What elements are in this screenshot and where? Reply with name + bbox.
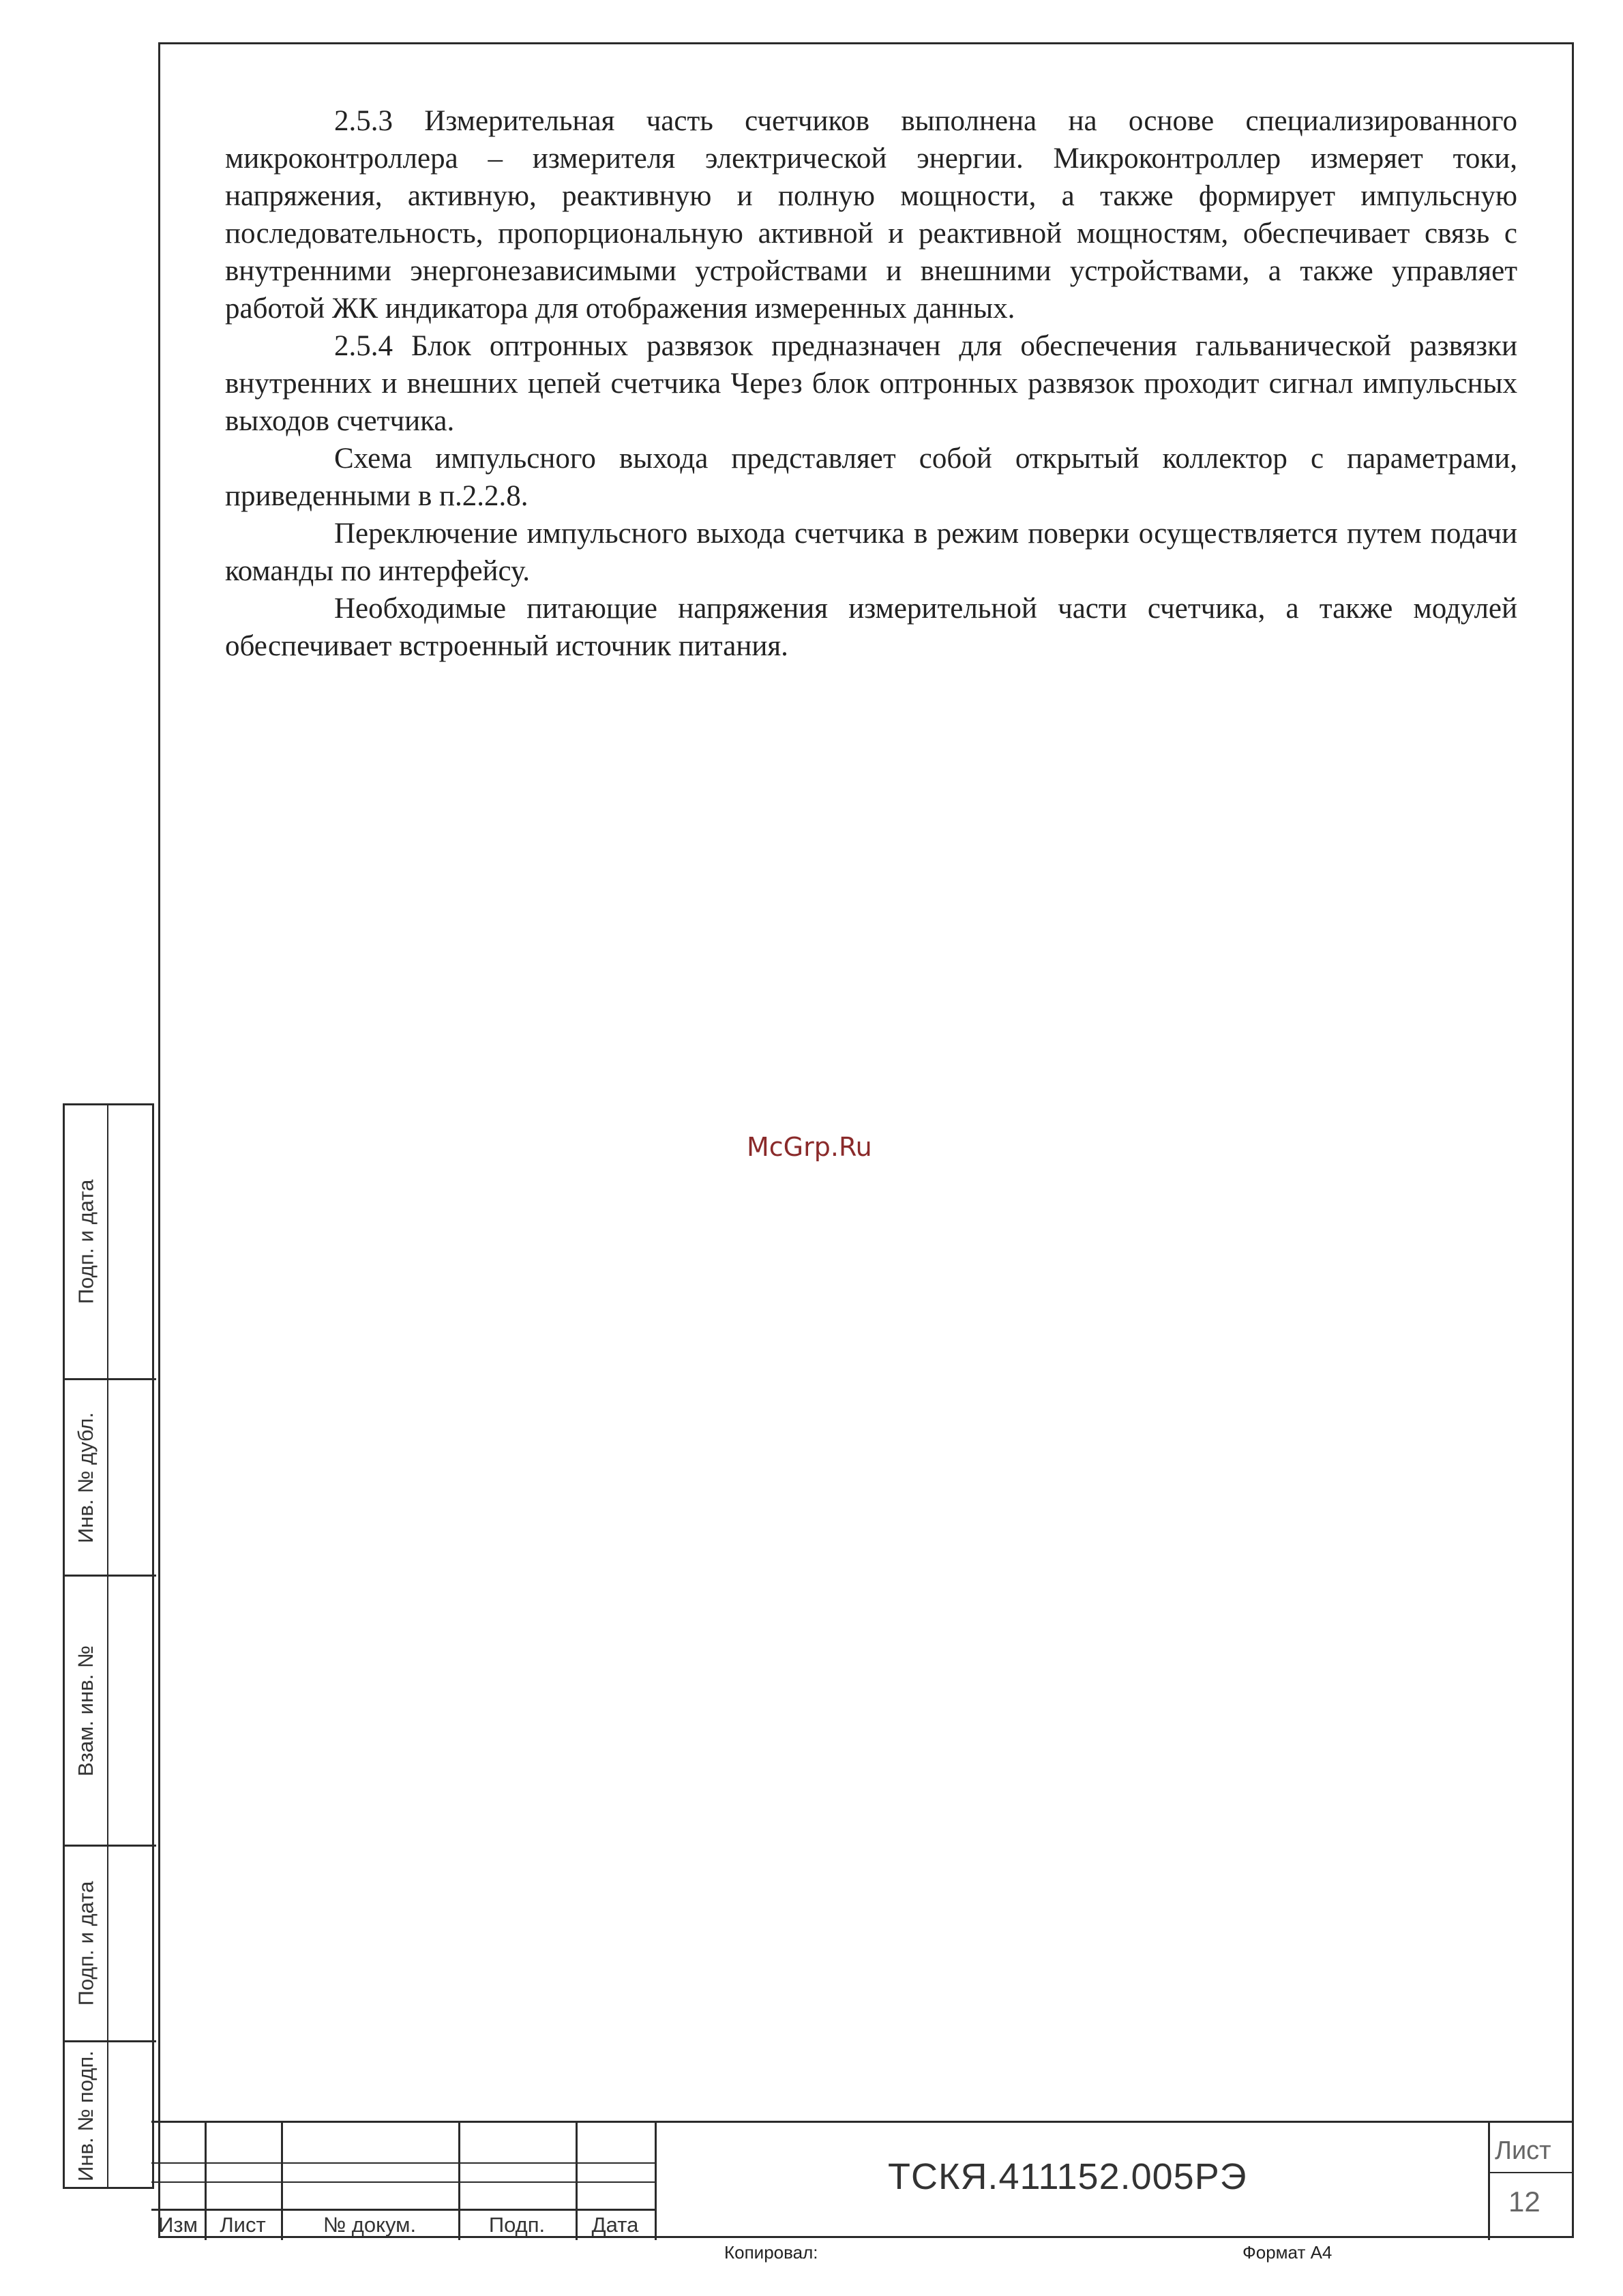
title-block-line: [1488, 2172, 1574, 2173]
column-header-sheet: Лист: [220, 2213, 266, 2237]
paragraph-2-5-3: 2.5.3 Измерительная часть счетчиков выполнена на основе специализированного микроконтроллера – измерителя электрической энергии. Микроконтроллер измеряет токи, напряжения, активную, реактивную и полную мощности, а также формирует импульсную последовательность, пропорциональную активной и реактивной мощностям, обеспечивает связь с внутренними энергонезависимыми устройствами и внешними устройствами, а также управляет работой ЖК индикатора для отображения измеренных данных.: [225, 105, 1517, 325]
footer-copied: Копировал:: [724, 2242, 818, 2263]
title-block-line: [151, 2162, 655, 2164]
footer-format: Формат А4: [1242, 2242, 1332, 2263]
column-header-date: Дата: [591, 2213, 639, 2237]
title-block-line: [1488, 2123, 1490, 2240]
side-label-signature-date-2: Подп. и дата: [74, 1881, 98, 2006]
paragraph-2-5-4: 2.5.4 Блок оптронных развязок предназначен для обеспечения гальванической развязки внутренних и внешних цепей счетчика Через блок оптронных развязок проходит сигнал импульсных выходов счетчика.: [225, 330, 1517, 437]
side-stamp: [63, 1103, 154, 2189]
watermark: McGrp.Ru: [747, 1132, 872, 1162]
document-number: ТСКЯ.411152.005РЭ: [888, 2156, 1247, 2197]
column-header-doc-no: № докум.: [323, 2213, 417, 2237]
sheet-label: Лист: [1495, 2136, 1551, 2165]
title-block: [151, 2121, 1574, 2240]
paragraph-power-supply: Необходимые питающие напряжения измерительной части счетчика, а также модулей обеспечивает встроенный источник питания.: [225, 593, 1517, 662]
title-block-line: [655, 2123, 657, 2240]
body-text: [225, 102, 1517, 665]
side-label-signature-date-1: Подп. и дата: [74, 1179, 98, 1304]
paragraph-pulse-output: Схема импульсного выхода представляет собой открытый коллектор с параметрами, приведенными в п.2.2.8.: [225, 443, 1517, 512]
side-stamp-column-divider: [107, 1105, 108, 2187]
sheet-number: 12: [1508, 2186, 1540, 2218]
title-block-line: [151, 2181, 655, 2183]
side-label-original-inv: Инв. № подп.: [74, 2050, 98, 2181]
paragraph-verification-mode: Переключение импульсного выхода счетчика в режим поверки осуществляется путем подачи команды по интерфейсу.: [225, 518, 1517, 587]
side-label-dup-inv: Инв. № дубл.: [74, 1412, 98, 1543]
side-label-replaced-inv: Взам. инв. №: [74, 1645, 98, 1776]
column-header-signature: Подп.: [488, 2213, 546, 2237]
column-header-change: Изм: [158, 2213, 198, 2237]
